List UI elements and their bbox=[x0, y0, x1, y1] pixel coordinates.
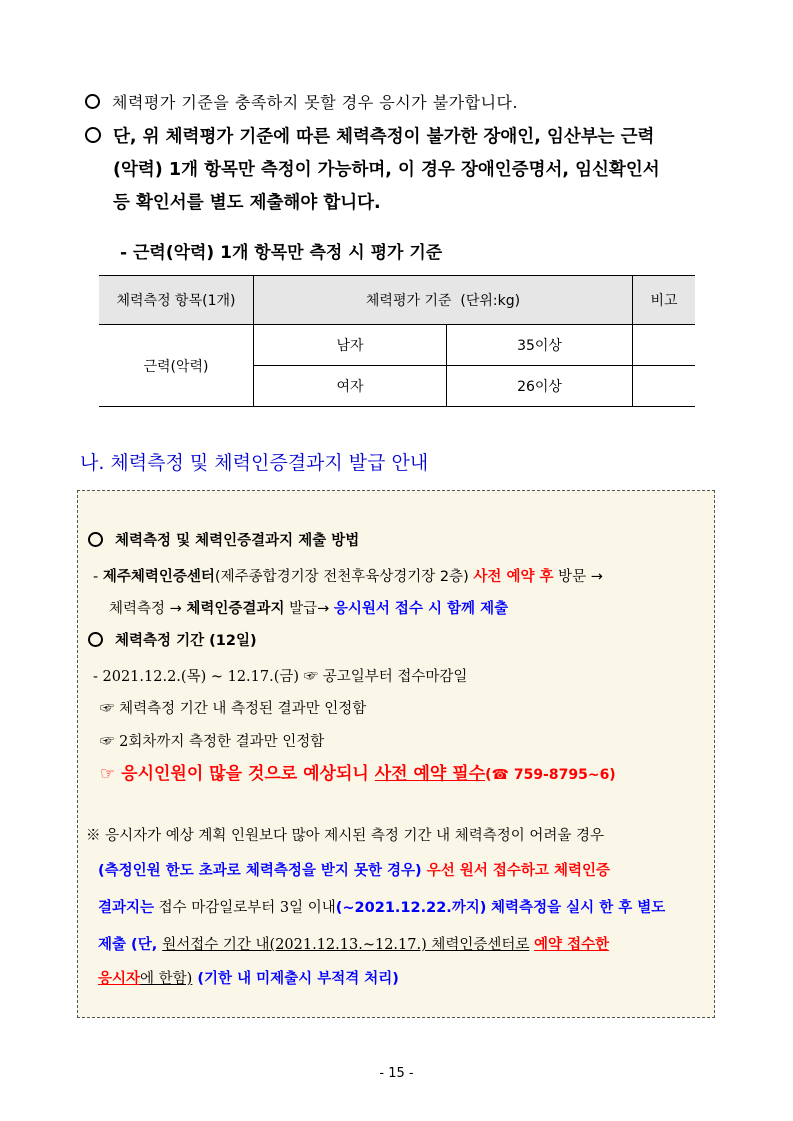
notice-line-1: 체력평가 기준을 충족하지 못할 경우 응시가 불가합니다. bbox=[85, 90, 518, 113]
evaluation-table bbox=[99, 275, 695, 407]
box-note-line-3: 결과지는 접수 마감일로부터 3일 이내(~2021.12.22.까지) 체력측정을 실시 한 후 별도 bbox=[98, 900, 666, 916]
table-cell-note bbox=[633, 366, 696, 407]
box-note-line-4: 제출 (단, 원서접수 기간 내(2021.12.13.~12.17.) 체력인증센터로 예약 접수한 bbox=[98, 937, 610, 953]
section-title: 나. 체력측정 및 체력인증결과지 발급 안내 bbox=[80, 452, 429, 474]
info-box bbox=[77, 490, 715, 1018]
table-cell-gender: 남자 bbox=[254, 325, 447, 366]
box-line-5: ☞ 2회차까지 측정한 결과만 인정함 bbox=[100, 734, 325, 750]
page-number: - 15 - bbox=[379, 1066, 414, 1081]
table-row bbox=[99, 325, 695, 366]
notice-paragraph-2: 단, 위 체력평가 기준에 따른 체력측정이 불가한 장애인, 임산부는 근력 (악력) 1개 항목만 측정이 가능하며, 이 경우 장애인증명서, 임신확인서 등 확인서를 별도 제출해야 합니다. bbox=[85, 121, 725, 220]
table-cell-value: 35이상 bbox=[447, 325, 633, 366]
circle-bullet-icon bbox=[88, 532, 103, 547]
table-header-cell: 체력측정 항목(1개) bbox=[99, 276, 254, 325]
circle-bullet-icon bbox=[88, 632, 103, 647]
circle-bullet-icon bbox=[85, 127, 101, 143]
table-cell-item: 근력(악력) bbox=[99, 325, 254, 407]
box-line-2: 체력측정 → 체력인증결과지 발급→ 응시원서 접수 시 함께 제출 bbox=[109, 601, 509, 617]
table-header-cell: 체력평가 기준 (단위:kg) bbox=[254, 276, 633, 325]
box-line-3: - 2021.12.2.(목) ~ 12.17.(금) ☞ 공고일부터 접수마감일 bbox=[93, 669, 468, 685]
table-cell-value: 26이상 bbox=[447, 366, 633, 407]
box-heading-2: 체력측정 기간 (12일) bbox=[88, 629, 257, 650]
table-cell-note bbox=[633, 325, 696, 366]
box-note-line-5: 응시자에 한함) (기한 내 미제출시 부적격 처리) bbox=[98, 971, 399, 987]
box-line-6: ☞ 응시인원이 많을 것으로 예상되니 사전 예약 필수(☎ 759-8795~6) bbox=[100, 764, 616, 784]
table-header-row bbox=[99, 276, 695, 325]
circle-bullet-icon bbox=[85, 94, 100, 109]
box-note-line-2: (측정인원 한도 초과로 체력측정을 받지 못한 경우) 우선 원서 접수하고 체력인증 bbox=[98, 863, 610, 879]
table-subtitle: - 근력(악력) 1개 항목만 측정 시 평가 기준 bbox=[120, 243, 443, 263]
box-line-1: - 제주체력인증센터(제주종합경기장 전천후육상경기장 2층) 사전 예약 후 방문 → bbox=[93, 569, 603, 585]
box-line-4: ☞ 체력측정 기간 내 측정된 결과만 인정함 bbox=[100, 701, 367, 717]
box-note-line-1: ※ 응시자가 예상 계획 인원보다 많아 제시된 측정 기간 내 체력측정이 어려울 경우 bbox=[86, 828, 605, 844]
table-cell-gender: 여자 bbox=[254, 366, 447, 407]
box-heading-1: 체력측정 및 체력인증결과지 제출 방법 bbox=[88, 529, 359, 550]
table-header-cell: 비고 bbox=[633, 276, 696, 325]
